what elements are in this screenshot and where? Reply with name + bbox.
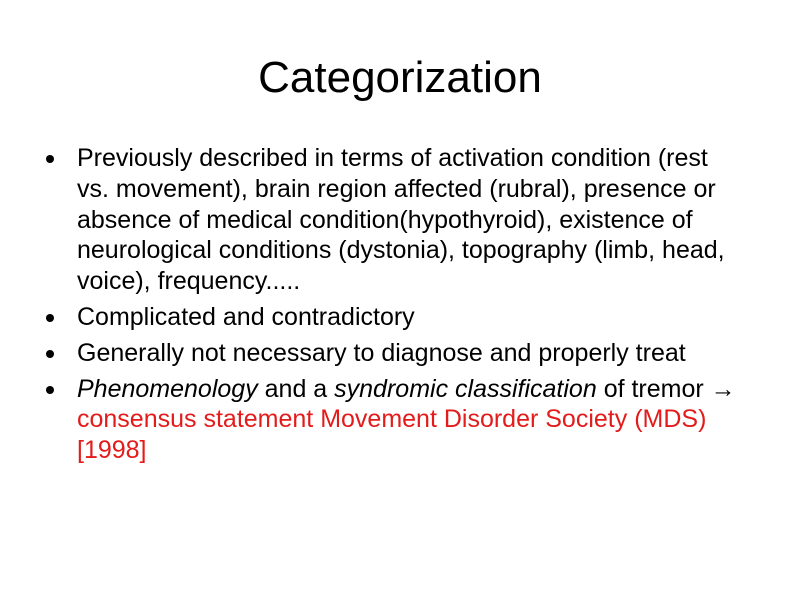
bullet-icon xyxy=(46,314,54,322)
bullet-icon xyxy=(46,350,54,358)
syndromic-classification-term: syndromic classification xyxy=(334,374,597,403)
slide-title: Categorization xyxy=(258,53,542,102)
bullet-item xyxy=(40,338,740,369)
bullet-text: Generally not necessary to diagnose and properly treat xyxy=(77,338,686,367)
bullet-icon xyxy=(46,155,54,163)
bullet-list xyxy=(40,143,740,471)
bullet-icon xyxy=(46,386,54,394)
bullet-text: Previously described in terms of activation condition (rest vs. movement), brain region affected (rubral), presence or absence of medical condition(hypothyroid), existence of neurological conditions (dystonia), topography (limb, head, voice), frequency..... xyxy=(77,144,725,296)
bullet-text: Complicated and contradictory xyxy=(77,302,415,331)
right-arrow-icon: → xyxy=(710,374,736,403)
consensus-statement-text: consensus statement Movement Disorder Society (MDS) [1998] xyxy=(77,405,707,465)
bullet-item xyxy=(40,374,740,466)
bullet-item xyxy=(40,302,740,333)
connector-text: of tremor xyxy=(596,374,711,403)
connector-text: and a xyxy=(257,374,335,403)
phenomenology-term: Phenomenology xyxy=(77,374,258,403)
bullet-item xyxy=(40,143,740,297)
